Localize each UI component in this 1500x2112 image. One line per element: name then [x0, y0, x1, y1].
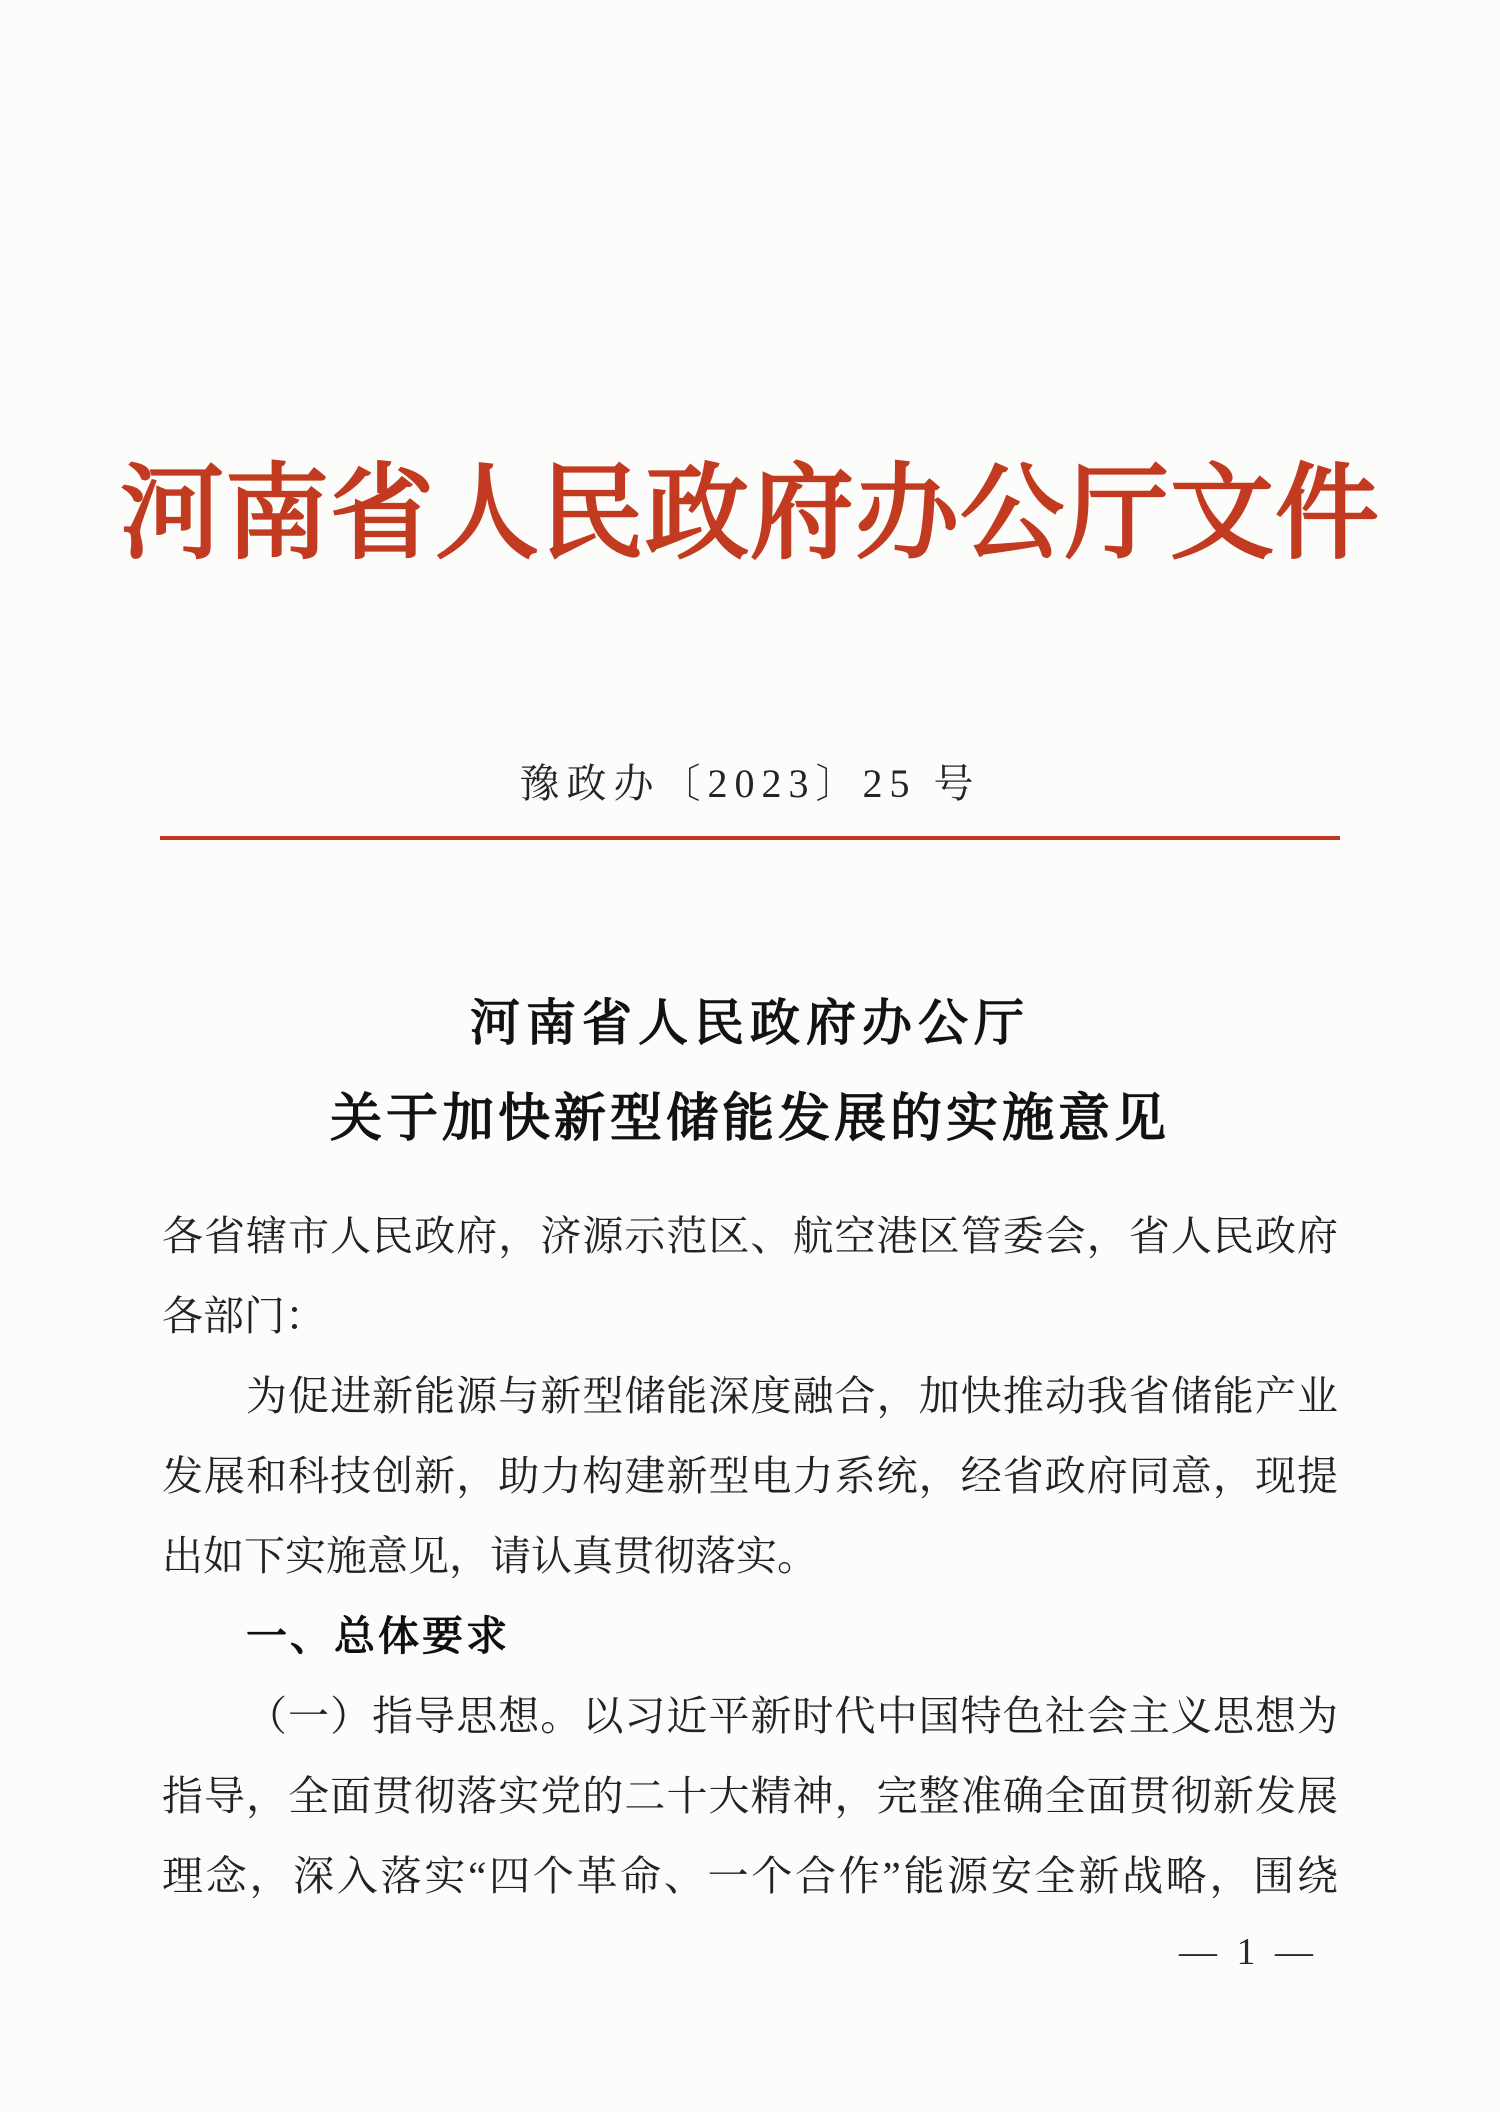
letterhead-banner-title: 河南省人民政府办公厅文件 [119, 457, 1380, 572]
paragraph-2-line-3: 理念，深入落实“四个革命、一个合作”能源安全新战略，围绕 [162, 1853, 1338, 1899]
document-body [162, 1196, 1338, 1916]
paragraph-1-line-1: 为促进新能源与新型储能深度融合，加快推动我省储能产业 [246, 1373, 1338, 1419]
red-divider-line [160, 836, 1340, 840]
paragraph-1-line-3: 出如下实施意见，请认真贯彻落实。 [162, 1533, 818, 1579]
section-heading-overall-requirements: 一、总体要求 [246, 1613, 510, 1659]
document-reference-number: 豫政办〔2023〕25 号 [519, 761, 981, 806]
document-title-line-1: 河南省人民政府办公厅 [470, 995, 1030, 1051]
salutation-line-1: 各省辖市人民政府，济源示范区、航空港区管委会，省人民政府 [162, 1213, 1338, 1259]
paragraph-2-line-1: （一）指导思想。以习近平新时代中国特色社会主义思想为 [246, 1693, 1338, 1739]
document-title-line-2: 关于加快新型储能发展的实施意见 [329, 1091, 1170, 1148]
salutation-line-2: 各部门： [162, 1293, 326, 1339]
paragraph-2-line-2: 指导，全面贯彻落实党的二十大精神，完整准确全面贯彻新发展 [162, 1773, 1338, 1819]
paragraph-1-line-2: 发展和科技创新，助力构建新型电力系统，经省政府同意，现提 [162, 1453, 1338, 1499]
page-number: — 1 — [1179, 1931, 1318, 1973]
